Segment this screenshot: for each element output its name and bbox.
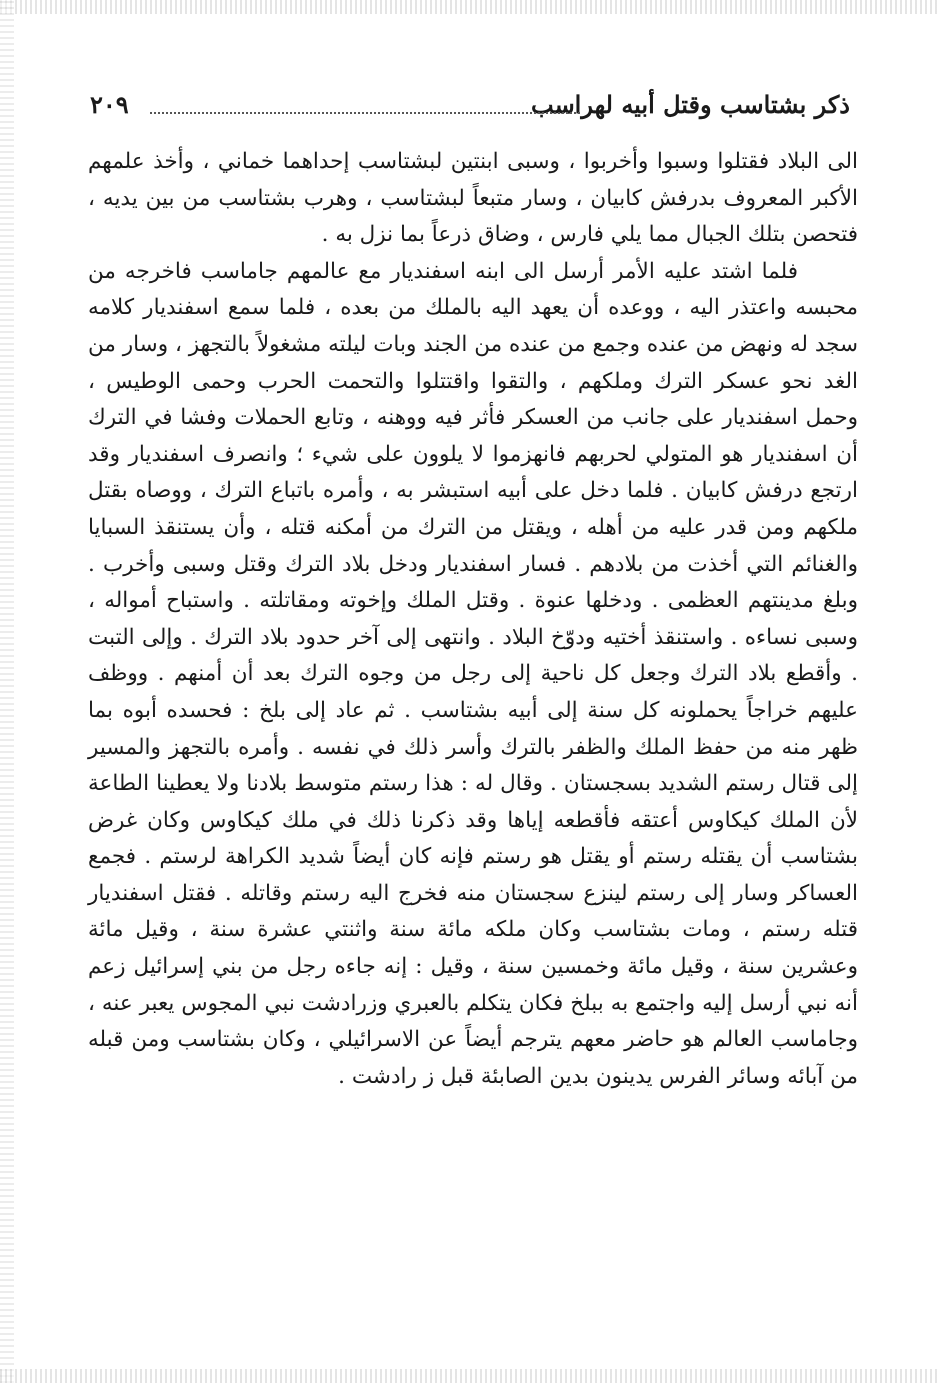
page-number: ٢٠٩: [90, 90, 129, 119]
page-body: [88, 144, 858, 1304]
left-scan-border: [0, 0, 14, 1383]
header-dotted-leader: [150, 112, 580, 114]
paragraph-2: فلما اشتد عليه الأمر أرسل الى ابنه اسفنديار مع عالمهم جاماسب فاخرجه من محبسه واعتذر اليه ، ووعده أن يعهد اليه بالملك من بعده ، فلما سمع اسفنديار كلامه سجد له ونهض من عنده وجمع من عنده من الجند وبات ليلته مشغولاً بالتجهز ، وسار من الغد نحو عسكر الترك وملكهم ، والتقوا واقتتلوا والتحمت الحرب وحمى الوطيس ، وحمل اسفنديار على جانب من العسكر فأثر فيه ووهنه ، وتابع الحملات وفشا في الترك أن اسفنديار هو المتولي لحربهم فانهزموا لا يلوون على شيء ؛ وانصرف اسفنديار وقد ارتجع درفش كابيان . فلما دخل على أبيه استبشر به ، وأمره باتباع الترك ، ووصاه بقتل ملكهم ومن قدر عليه من أهله ، ويقتل من الترك من أمكنه قتله ، وأن يستنقذ السبايا والغنائم التي أخذت من بلادهم . فسار اسفنديار ودخل بلاد الترك وقتل وسبى وأخرب . وبلغ مدينتهم العظمى . ودخلها عنوة . وقتل الملك وإخوته ومقاتلته . واستباح أمواله ، وسبى نساءه . واستنقذ أختيه ودوّخ البلاد . وانتهى إلى آخر حدود بلاد الترك . وإلى التبت . وأقطع بلاد الترك وجعل كل ناحية إلى رجل من وجوه الترك بعد أن أمنهم . ووظف عليهم خراجاً يحملونه كل سنة إلى أبيه بشتاسب . ثم عاد إلى بلخ : فحسده أبوه بما ظهر منه من حفظ الملك والظفر بالترك وأسر ذلك في نفسه . وأمره بالتجهز والمسير إلى قتال رستم الشديد بسجستان . وقال له : هذا رستم متوسط بلادنا ولا يعطينا الطاعة لأن الملك كيكاوس أعتقه فأقطعه إياها وقد ذكرنا ذلك في ملك كيكاوس وكان غرض بشتاسب أن يقتله رستم أو يقتل هو رستم فإنه كان أيضاً شديد الكراهة لرستم . فجمع العساكر وسار إلى رستم لينزع سجستان منه فخرج اليه رستم وقاتله . فقتل اسفنديار قتله رستم ، ومات بشتاسب وكان ملكه مائة سنة واثنتي عشرة سنة ، وقيل مائة وعشرين سنة ، وقيل مائة وخمسين سنة ، وقيل : إنه جاءه رجل من بني إسرائيل زعم أنه نبي أرسل إليه واجتمع به ببلخ فكان يتكلم بالعبري وزرادشت نبي المجوس يعبر عنه ، وجاماسب العالم هو حاضر معهم يترجم أيضاً عن الاسرائيلي ، وكان بشتاسب ومن قبله من آبائه وسائر الفرس يدينون بدين الصابئة قبل ز رادشت .: [88, 258, 859, 1089]
paragraph-1: الى البلاد فقتلوا وسبوا وأخربوا ، وسبى ابنتين لبشتاسب إحداهما خماني ، وأخذ علمهم الأكبر المعروف بدرفش كابيان ، وسار متبعاً لبشتاسب ، وهرب بشتاسب من بين يديه ، فتحصن بتلك الجبال مما يلي فارس ، وضاق ذرعاً بما نزل به .: [88, 149, 858, 248]
top-scan-border: [0, 0, 939, 14]
running-title: ذكر بشتاسب وقتل أبيه لهراسب: [531, 90, 850, 119]
bottom-scan-border: [0, 1369, 939, 1383]
page-header: [90, 88, 850, 128]
